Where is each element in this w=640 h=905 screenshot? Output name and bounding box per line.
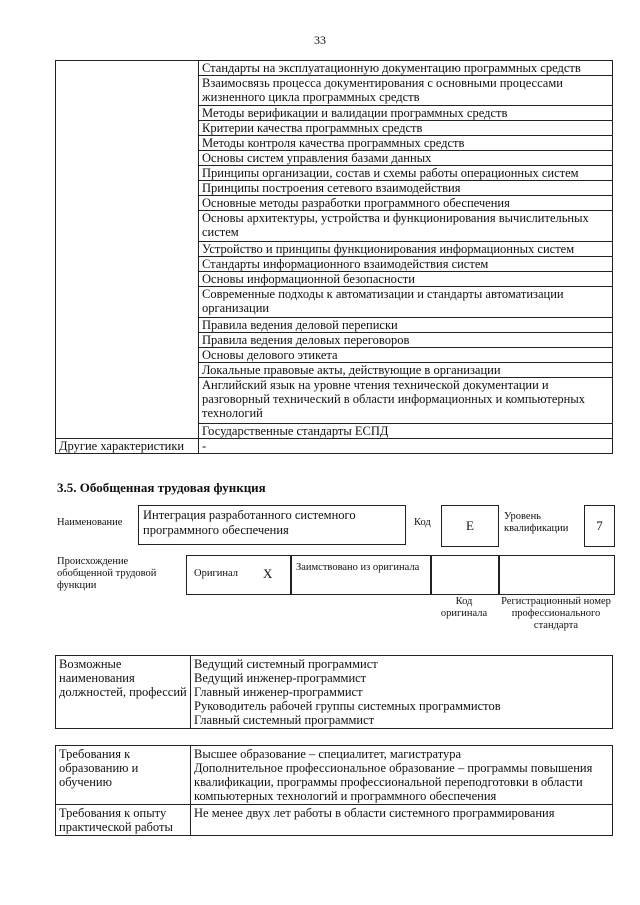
education-item: Дополнительное профессиональное образование – программы повышения квалификации, программы профессиональной переподготовки в области компьютерных технологий и программного обеспечения bbox=[194, 761, 593, 803]
reg-number-label: Регистрационный номер профессионального стандарта bbox=[501, 596, 611, 631]
knowledge-label-cell bbox=[56, 61, 199, 439]
knowledge-item: Принципы построения сетевого взаимодействия bbox=[199, 181, 613, 196]
knowledge-item: Локальные правовые акты, действующие в организации bbox=[199, 363, 613, 378]
knowledge-item: Английский язык на уровне чтения технической документации и разговорный технический в области информационных и компьютерных технологий bbox=[199, 378, 613, 424]
position-item: Главный инженер-программист bbox=[194, 685, 363, 699]
reg-number-cell bbox=[498, 555, 615, 595]
name-value: Интеграция разработанного системного программного обеспечения bbox=[138, 505, 406, 545]
knowledge-table bbox=[55, 60, 613, 454]
borrowed-cell bbox=[290, 555, 432, 595]
positions-list bbox=[191, 656, 613, 729]
original-mark: X bbox=[263, 566, 273, 581]
knowledge-item: Основные методы разработки программного обеспечения bbox=[199, 196, 613, 211]
position-item: Руководитель рабочей группы системных программистов bbox=[194, 699, 501, 713]
level-value: 7 bbox=[584, 505, 615, 547]
knowledge-item: Методы контроля качества программных средств bbox=[199, 136, 613, 151]
experience-value: Не менее двух лет работы в области системного программирования bbox=[191, 805, 613, 836]
knowledge-item: Основы систем управления базами данных bbox=[199, 151, 613, 166]
position-item: Ведущий инженер-программист bbox=[194, 671, 367, 685]
other-characteristics-value: - bbox=[199, 439, 613, 454]
code-original-label: Код оригинала bbox=[440, 596, 488, 619]
knowledge-item: Основы информационной безопасности bbox=[199, 272, 613, 287]
requirements-table bbox=[55, 745, 613, 836]
experience-label: Требования к опыту практической работы bbox=[56, 805, 191, 836]
education-list bbox=[191, 746, 613, 805]
knowledge-item: Основы архитектуры, устройства и функционирования вычислительных систем bbox=[199, 211, 613, 242]
knowledge-item: Критерии качества программных средств bbox=[199, 121, 613, 136]
level-label: Уровень квалификации bbox=[504, 511, 569, 534]
other-characteristics-label: Другие характеристики bbox=[56, 439, 199, 454]
knowledge-item: Современные подходы к автоматизации и стандарты автоматизации организации bbox=[199, 287, 613, 318]
knowledge-item: Государственные стандарты ЕСПД bbox=[199, 424, 613, 439]
knowledge-item: Взаимосвязь процесса документирования с основными процессами жизненного цикла программных средств bbox=[199, 76, 613, 106]
code-label: Код bbox=[414, 517, 431, 528]
section-title: 3.5. Обобщенная трудовая функция bbox=[57, 480, 266, 495]
origin-label: Происхождение обобщенной трудовой функции bbox=[57, 556, 157, 591]
position-item: Главный системный программист bbox=[194, 713, 375, 727]
original-label: Оригинал bbox=[194, 568, 238, 579]
knowledge-item: Методы верификации и валидации программных средств bbox=[199, 106, 613, 121]
name-label: Наименование bbox=[57, 517, 123, 528]
borrowed-label: Заимствовано из оригинала bbox=[296, 562, 420, 573]
positions-table bbox=[55, 655, 613, 729]
knowledge-item: Основы делового этикета bbox=[199, 348, 613, 363]
knowledge-item: Стандарты на эксплуатационную документацию программных средств bbox=[199, 61, 613, 76]
page-number: 33 bbox=[314, 33, 326, 47]
education-label: Требования к образованию и обучению bbox=[56, 746, 191, 805]
education-item: Высшее образование – специалитет, магистратура bbox=[194, 747, 462, 761]
code-value: E bbox=[441, 505, 499, 547]
positions-label: Возможные наименования должностей, профессий bbox=[56, 656, 191, 729]
knowledge-item: Стандарты информационного взаимодействия систем bbox=[199, 257, 613, 272]
position-item: Ведущий системный программист bbox=[194, 657, 378, 671]
knowledge-item: Принципы организации, состав и схемы работы операционных систем bbox=[199, 166, 613, 181]
knowledge-item: Правила ведения деловых переговоров bbox=[199, 333, 613, 348]
knowledge-item: Устройство и принципы функционирования информационных систем bbox=[199, 242, 613, 257]
code-original-cell bbox=[430, 555, 500, 595]
knowledge-item: Правила ведения деловой переписки bbox=[199, 318, 613, 333]
